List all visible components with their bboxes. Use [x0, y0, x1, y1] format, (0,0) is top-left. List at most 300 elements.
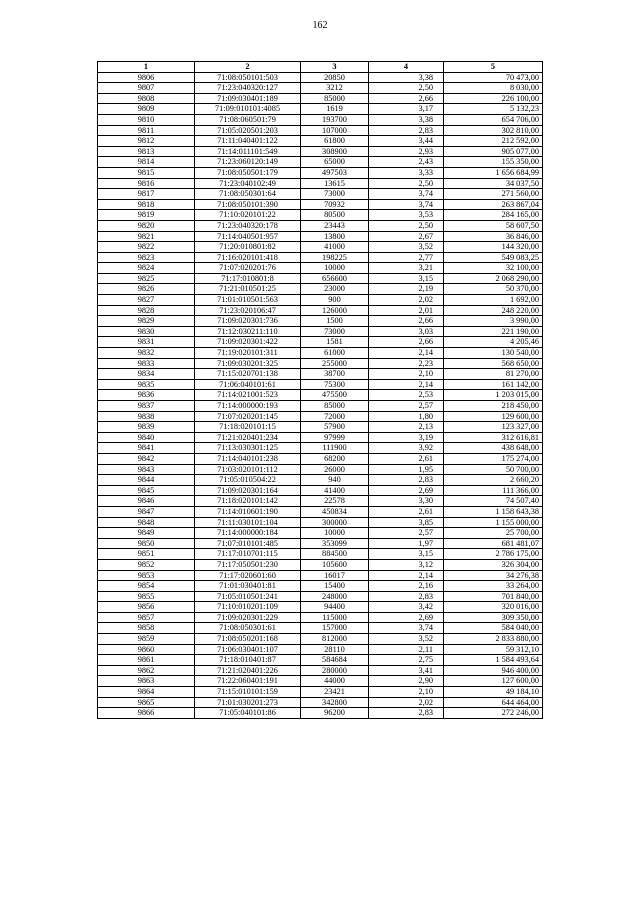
table-cell-col-5: 5 132,23 — [444, 104, 543, 115]
table-cell-col-3: 75300 — [301, 379, 369, 390]
table-cell-col-5: 2 833 880,00 — [444, 634, 543, 645]
table-cell-col-2: 71:14:000000:193 — [195, 401, 301, 412]
table-row — [98, 284, 543, 295]
table-cell-col-2: 71:09:020301:164 — [195, 485, 301, 496]
table-cell-col-1: 9816 — [98, 178, 195, 189]
table-cell-col-2: 71:08:050101:503 — [195, 72, 301, 83]
table-cell-col-2: 71:07:010101:485 — [195, 538, 301, 549]
table-cell-col-4: 3,52 — [369, 634, 444, 645]
table-cell-col-2: 71:01:030401:81 — [195, 581, 301, 592]
table-cell-col-1: 9830 — [98, 326, 195, 337]
table-cell-col-5: 25 700,00 — [444, 528, 543, 539]
table-cell-col-1: 9822 — [98, 242, 195, 253]
table-cell-col-3: 22578 — [301, 496, 369, 507]
table-cell-col-2: 71:17:050501:230 — [195, 559, 301, 570]
table-cell-col-4: 3,03 — [369, 326, 444, 337]
table-row — [98, 263, 543, 274]
table-cell-col-1: 9846 — [98, 496, 195, 507]
table-cell-col-5: 34 276,38 — [444, 570, 543, 581]
table-cell-col-3: 65000 — [301, 157, 369, 168]
table-cell-col-4: 2,61 — [369, 506, 444, 517]
table-cell-col-5: 1 203 015,00 — [444, 390, 543, 401]
table-cell-col-3: 1500 — [301, 316, 369, 327]
table-cell-col-4: 2,10 — [369, 687, 444, 698]
table-cell-col-5: 36 846,00 — [444, 231, 543, 242]
column-header-2: 2 — [195, 62, 301, 73]
table-row — [98, 167, 543, 178]
table-cell-col-4: 2,83 — [369, 708, 444, 719]
table-cell-col-5: 905 077,00 — [444, 146, 543, 157]
table-cell-col-2: 71:08:050501:179 — [195, 167, 301, 178]
table-cell-col-2: 71:17:010801:8 — [195, 273, 301, 284]
table-cell-col-4: 3,38 — [369, 72, 444, 83]
table-cell-col-3: 97999 — [301, 432, 369, 443]
table-cell-col-2: 71:09:020301:736 — [195, 316, 301, 327]
table-cell-col-5: 49 184,10 — [444, 687, 543, 698]
table-cell-col-1: 9842 — [98, 453, 195, 464]
table-cell-col-1: 9808 — [98, 93, 195, 104]
table-cell-col-3: 497503 — [301, 167, 369, 178]
table-cell-col-3: 656600 — [301, 273, 369, 284]
table-cell-col-5: 644 464,00 — [444, 697, 543, 708]
table-cell-col-1: 9806 — [98, 72, 195, 83]
table-row — [98, 464, 543, 475]
table-cell-col-4: 3,53 — [369, 210, 444, 221]
table-row — [98, 93, 543, 104]
table-cell-col-3: 96200 — [301, 708, 369, 719]
table-cell-col-3: 300000 — [301, 517, 369, 528]
table-cell-col-1: 9852 — [98, 559, 195, 570]
table-cell-col-3: 23000 — [301, 284, 369, 295]
table-row — [98, 72, 543, 83]
table-cell-col-1: 9853 — [98, 570, 195, 581]
table-cell-col-4: 3,15 — [369, 273, 444, 284]
table-cell-col-3: 126000 — [301, 305, 369, 316]
table-cell-col-4: 2,13 — [369, 422, 444, 433]
table-row — [98, 634, 543, 645]
table-row — [98, 316, 543, 327]
table-cell-col-2: 71:05:020501:203 — [195, 125, 301, 136]
table-cell-col-3: 280000 — [301, 665, 369, 676]
table-cell-col-5: 326 304,00 — [444, 559, 543, 570]
table-cell-col-5: 584 040,00 — [444, 623, 543, 634]
table-cell-col-1: 9831 — [98, 337, 195, 348]
table-cell-col-1: 9866 — [98, 708, 195, 719]
table-cell-col-4: 2,14 — [369, 379, 444, 390]
table-cell-col-3: 61000 — [301, 348, 369, 359]
table-cell-col-5: 33 264,00 — [444, 581, 543, 592]
table-cell-col-4: 3,74 — [369, 189, 444, 200]
table-cell-col-5: 248 220,00 — [444, 305, 543, 316]
table-cell-col-1: 9811 — [98, 125, 195, 136]
table-cell-col-4: 3,42 — [369, 602, 444, 613]
table-row — [98, 496, 543, 507]
table-cell-col-4: 2,75 — [369, 655, 444, 666]
table-cell-col-2: 71:05:040101:86 — [195, 708, 301, 719]
table-cell-col-4: 3,17 — [369, 104, 444, 115]
table-cell-col-1: 9849 — [98, 528, 195, 539]
table-cell-col-2: 71:18:010401:87 — [195, 655, 301, 666]
table-cell-col-2: 71:23:060120:149 — [195, 157, 301, 168]
table-row — [98, 538, 543, 549]
table-cell-col-5: 74 507,40 — [444, 496, 543, 507]
table-cell-col-3: 13800 — [301, 231, 369, 242]
table-cell-col-4: 2,66 — [369, 337, 444, 348]
table-cell-col-4: 3,19 — [369, 432, 444, 443]
table-cell-col-4: 2,01 — [369, 305, 444, 316]
table-row — [98, 517, 543, 528]
table-cell-col-2: 71:08:050301:64 — [195, 189, 301, 200]
table-cell-col-2: 71:07:020201:145 — [195, 411, 301, 422]
table-cell-col-4: 2,19 — [369, 284, 444, 295]
table-cell-col-1: 9823 — [98, 252, 195, 263]
table-row — [98, 411, 543, 422]
table-cell-col-5: 309 350,00 — [444, 612, 543, 623]
table-row — [98, 390, 543, 401]
table-cell-col-3: 111900 — [301, 443, 369, 454]
table-row — [98, 146, 543, 157]
table-cell-col-4: 2,10 — [369, 369, 444, 380]
table-cell-col-1: 9863 — [98, 676, 195, 687]
table-cell-col-3: 10000 — [301, 528, 369, 539]
header-row — [98, 62, 543, 73]
table-cell-col-1: 9834 — [98, 369, 195, 380]
table-cell-col-2: 71:08:060501:79 — [195, 114, 301, 125]
table-cell-col-5: 1 656 684,99 — [444, 167, 543, 178]
table-cell-col-1: 9861 — [98, 655, 195, 666]
table-row — [98, 570, 543, 581]
table-cell-col-4: 2,50 — [369, 220, 444, 231]
table-row — [98, 337, 543, 348]
table-cell-col-3: 73000 — [301, 189, 369, 200]
table-row — [98, 252, 543, 263]
table-body — [98, 72, 543, 718]
table-cell-col-1: 9818 — [98, 199, 195, 210]
table-cell-col-2: 71:17:010701:115 — [195, 549, 301, 560]
column-header-5: 5 — [444, 62, 543, 73]
table-cell-col-2: 71:19:020101:311 — [195, 348, 301, 359]
table-cell-col-5: 111 366,00 — [444, 485, 543, 496]
table-cell-col-1: 9807 — [98, 83, 195, 94]
table-cell-col-4: 1,97 — [369, 538, 444, 549]
table-cell-col-2: 71:15:010101:159 — [195, 687, 301, 698]
table-cell-col-5: 2 786 175,00 — [444, 549, 543, 560]
table-cell-col-3: 193700 — [301, 114, 369, 125]
table-cell-col-2: 71:01:030201:273 — [195, 697, 301, 708]
table-cell-col-2: 71:09:030401:189 — [195, 93, 301, 104]
table-row — [98, 358, 543, 369]
table-cell-col-4: 3,38 — [369, 114, 444, 125]
table-cell-col-4: 3,33 — [369, 167, 444, 178]
table-cell-col-2: 71:14:040101:238 — [195, 453, 301, 464]
table-cell-col-1: 9820 — [98, 220, 195, 231]
table-row — [98, 591, 543, 602]
table-cell-col-1: 9836 — [98, 390, 195, 401]
column-header-4: 4 — [369, 62, 444, 73]
table-cell-col-4: 2,90 — [369, 676, 444, 687]
table-cell-col-1: 9821 — [98, 231, 195, 242]
table-cell-col-4: 2,83 — [369, 475, 444, 486]
table-row — [98, 697, 543, 708]
table-row — [98, 528, 543, 539]
table-cell-col-4: 2,69 — [369, 485, 444, 496]
table-row — [98, 485, 543, 496]
table-cell-col-1: 9829 — [98, 316, 195, 327]
table-cell-col-1: 9827 — [98, 295, 195, 306]
table-cell-col-3: 940 — [301, 475, 369, 486]
table-row — [98, 475, 543, 486]
table-cell-col-3: 308900 — [301, 146, 369, 157]
table-cell-col-5: 81 270,00 — [444, 369, 543, 380]
table-cell-col-1: 9860 — [98, 644, 195, 655]
table-cell-col-5: 2 068 290,00 — [444, 273, 543, 284]
table-cell-col-2: 71:03:020101:112 — [195, 464, 301, 475]
table-cell-col-4: 2,83 — [369, 591, 444, 602]
table-cell-col-5: 263 867,04 — [444, 199, 543, 210]
table-cell-col-5: 226 100,00 — [444, 93, 543, 104]
table-cell-col-5: 302 810,00 — [444, 125, 543, 136]
table-cell-col-5: 284 165,00 — [444, 210, 543, 221]
table-cell-col-5: 946 400,00 — [444, 665, 543, 676]
table-row — [98, 612, 543, 623]
table-cell-col-5: 549 083,25 — [444, 252, 543, 263]
table-cell-col-3: 41000 — [301, 242, 369, 253]
table-cell-col-1: 9851 — [98, 549, 195, 560]
table-cell-col-5: 32 100,00 — [444, 263, 543, 274]
table-cell-col-2: 71:08:050101:390 — [195, 199, 301, 210]
table-cell-col-1: 9838 — [98, 411, 195, 422]
table-cell-col-2: 71:09:020301:229 — [195, 612, 301, 623]
table-cell-col-3: 85000 — [301, 93, 369, 104]
table-cell-col-4: 2,53 — [369, 390, 444, 401]
table-cell-col-3: 255000 — [301, 358, 369, 369]
table-cell-col-4: 2,02 — [369, 697, 444, 708]
table-cell-col-5: 218 450,00 — [444, 401, 543, 412]
table-cell-col-2: 71:10:020101:22 — [195, 210, 301, 221]
table-cell-col-5: 1 158 643,38 — [444, 506, 543, 517]
table-cell-col-3: 884500 — [301, 549, 369, 560]
table-cell-col-4: 2,50 — [369, 83, 444, 94]
table-cell-col-2: 71:14:011101:549 — [195, 146, 301, 157]
table-cell-col-3: 3212 — [301, 83, 369, 94]
table-cell-col-2: 71:11:030101:104 — [195, 517, 301, 528]
table-cell-col-1: 9859 — [98, 634, 195, 645]
table-cell-col-4: 2,61 — [369, 453, 444, 464]
table-cell-col-2: 71:09:010101:4085 — [195, 104, 301, 115]
table-cell-col-3: 353099 — [301, 538, 369, 549]
table-row — [98, 189, 543, 200]
table-cell-col-1: 9847 — [98, 506, 195, 517]
table-cell-col-4: 2,50 — [369, 178, 444, 189]
table-cell-col-2: 71:05:010504:22 — [195, 475, 301, 486]
table-cell-col-5: 1 155 000,00 — [444, 517, 543, 528]
table-cell-col-1: 9819 — [98, 210, 195, 221]
table-cell-col-2: 71:14:010601:190 — [195, 506, 301, 517]
table-row — [98, 157, 543, 168]
table-cell-col-5: 34 037,50 — [444, 178, 543, 189]
table-cell-col-3: 57900 — [301, 422, 369, 433]
table-cell-col-1: 9824 — [98, 263, 195, 274]
table-cell-col-3: 107000 — [301, 125, 369, 136]
table-cell-col-2: 71:08:050301:61 — [195, 623, 301, 634]
table-cell-col-2: 71:09:030201:325 — [195, 358, 301, 369]
table-row — [98, 559, 543, 570]
table-cell-col-3: 342800 — [301, 697, 369, 708]
table-cell-col-4: 2,93 — [369, 146, 444, 157]
column-header-3: 3 — [301, 62, 369, 73]
table-row — [98, 295, 543, 306]
table-cell-col-5: 129 600,00 — [444, 411, 543, 422]
table-cell-col-5: 59 312,10 — [444, 644, 543, 655]
table-cell-col-3: 450834 — [301, 506, 369, 517]
table-cell-col-3: 475500 — [301, 390, 369, 401]
table-cell-col-1: 9857 — [98, 612, 195, 623]
table-cell-col-2: 71:06:040101:61 — [195, 379, 301, 390]
table-cell-col-2: 71:16:020101:418 — [195, 252, 301, 263]
table-cell-col-4: 2,14 — [369, 348, 444, 359]
table-cell-col-1: 9813 — [98, 146, 195, 157]
table-row — [98, 83, 543, 94]
table-row — [98, 422, 543, 433]
table-row — [98, 210, 543, 221]
table-cell-col-4: 2,02 — [369, 295, 444, 306]
table-cell-col-5: 144 320,00 — [444, 242, 543, 253]
table-cell-col-5: 221 190,00 — [444, 326, 543, 337]
table-cell-col-2: 71:14:040501:957 — [195, 231, 301, 242]
table-cell-col-3: 85000 — [301, 401, 369, 412]
table-cell-col-1: 9825 — [98, 273, 195, 284]
table-cell-col-4: 2,57 — [369, 528, 444, 539]
table-cell-col-5: 271 560,00 — [444, 189, 543, 200]
table-cell-col-1: 9864 — [98, 687, 195, 698]
table-cell-col-2: 71:17:020601:60 — [195, 570, 301, 581]
table-cell-col-4: 3,74 — [369, 199, 444, 210]
table-cell-col-2: 71:09:020301:422 — [195, 337, 301, 348]
table-cell-col-1: 9848 — [98, 517, 195, 528]
table-cell-col-4: 2,69 — [369, 612, 444, 623]
table-cell-col-3: 20850 — [301, 72, 369, 83]
table-cell-col-4: 2,11 — [369, 644, 444, 655]
table-cell-col-2: 71:07:020201:76 — [195, 263, 301, 274]
table-cell-col-2: 71:06:030401:107 — [195, 644, 301, 655]
table-cell-col-1: 9826 — [98, 284, 195, 295]
table-row — [98, 199, 543, 210]
table-cell-col-2: 71:21:020401:234 — [195, 432, 301, 443]
table-cell-col-4: 2,77 — [369, 252, 444, 263]
table-cell-col-5: 161 142,00 — [444, 379, 543, 390]
table-cell-col-2: 71:12:030211:110 — [195, 326, 301, 337]
table-row — [98, 644, 543, 655]
table-cell-col-3: 15400 — [301, 581, 369, 592]
table-cell-col-5: 58 607,50 — [444, 220, 543, 231]
table-cell-col-1: 9862 — [98, 665, 195, 676]
table-cell-col-3: 44000 — [301, 676, 369, 687]
table-cell-col-3: 61800 — [301, 136, 369, 147]
table-row — [98, 665, 543, 676]
table-cell-col-1: 9858 — [98, 623, 195, 634]
table-cell-col-5: 127 600,00 — [444, 676, 543, 687]
table-cell-col-1: 9817 — [98, 189, 195, 200]
table-cell-col-3: 23443 — [301, 220, 369, 231]
table-cell-col-5: 681 481,07 — [444, 538, 543, 549]
table-cell-col-1: 9810 — [98, 114, 195, 125]
table-cell-col-3: 1619 — [301, 104, 369, 115]
table-cell-col-1: 9832 — [98, 348, 195, 359]
table-cell-col-4: 3,21 — [369, 263, 444, 274]
table-cell-col-1: 9840 — [98, 432, 195, 443]
table-cell-col-2: 71:21:010501:25 — [195, 284, 301, 295]
table-cell-col-2: 71:22:060401:191 — [195, 676, 301, 687]
table-cell-col-5: 701 840,00 — [444, 591, 543, 602]
table-cell-col-3: 38700 — [301, 369, 369, 380]
table-cell-col-2: 71:23:040320:178 — [195, 220, 301, 231]
table-cell-col-2: 71:20:010801:82 — [195, 242, 301, 253]
page-number: 162 — [312, 20, 328, 31]
table-cell-col-3: 13615 — [301, 178, 369, 189]
table-row — [98, 549, 543, 560]
table-cell-col-2: 71:18:020101:142 — [195, 496, 301, 507]
table-cell-col-5: 8 030,00 — [444, 83, 543, 94]
table-cell-col-4: 2,66 — [369, 316, 444, 327]
table-row — [98, 114, 543, 125]
table-cell-col-1: 9815 — [98, 167, 195, 178]
table-cell-col-1: 9855 — [98, 591, 195, 602]
table-cell-col-2: 71:10:010201:109 — [195, 602, 301, 613]
table-cell-col-3: 1581 — [301, 337, 369, 348]
table-row — [98, 602, 543, 613]
table-cell-col-2: 71:13:030301:125 — [195, 443, 301, 454]
table-cell-col-4: 3,44 — [369, 136, 444, 147]
table-cell-col-1: 9837 — [98, 401, 195, 412]
table-row — [98, 443, 543, 454]
table-cell-col-5: 4 205,46 — [444, 337, 543, 348]
table-cell-col-2: 71:14:021001:523 — [195, 390, 301, 401]
table-cell-col-5: 155 350,00 — [444, 157, 543, 168]
column-header-1: 1 — [98, 62, 195, 73]
table-cell-col-3: 198225 — [301, 252, 369, 263]
table-row — [98, 125, 543, 136]
table-cell-col-5: 212 592,00 — [444, 136, 543, 147]
table-cell-col-1: 9809 — [98, 104, 195, 115]
table-cell-col-1: 9844 — [98, 475, 195, 486]
table-cell-col-3: 10000 — [301, 263, 369, 274]
table-cell-col-3: 248000 — [301, 591, 369, 602]
table-cell-col-4: 2,66 — [369, 93, 444, 104]
table-cell-col-2: 71:23:040102:49 — [195, 178, 301, 189]
table-cell-col-1: 9854 — [98, 581, 195, 592]
table-cell-col-2: 71:11:040401:122 — [195, 136, 301, 147]
table-cell-col-5: 2 660,20 — [444, 475, 543, 486]
table-cell-col-4: 3,15 — [369, 549, 444, 560]
table-cell-col-1: 9812 — [98, 136, 195, 147]
table-row — [98, 506, 543, 517]
table-cell-col-3: 23421 — [301, 687, 369, 698]
table-cell-col-3: 41400 — [301, 485, 369, 496]
table-cell-col-1: 9841 — [98, 443, 195, 454]
table-row — [98, 231, 543, 242]
table-cell-col-2: 71:14:000000:184 — [195, 528, 301, 539]
table-cell-col-2: 71:21:020401:226 — [195, 665, 301, 676]
table-cell-col-4: 2,14 — [369, 570, 444, 581]
table-cell-col-5: 123 327,00 — [444, 422, 543, 433]
table-cell-col-4: 2,16 — [369, 581, 444, 592]
table-row — [98, 708, 543, 719]
table-cell-col-3: 584684 — [301, 655, 369, 666]
table-cell-col-4: 1,80 — [369, 411, 444, 422]
table-cell-col-4: 3,30 — [369, 496, 444, 507]
table-cell-col-3: 812000 — [301, 634, 369, 645]
table-cell-col-4: 3,41 — [369, 665, 444, 676]
